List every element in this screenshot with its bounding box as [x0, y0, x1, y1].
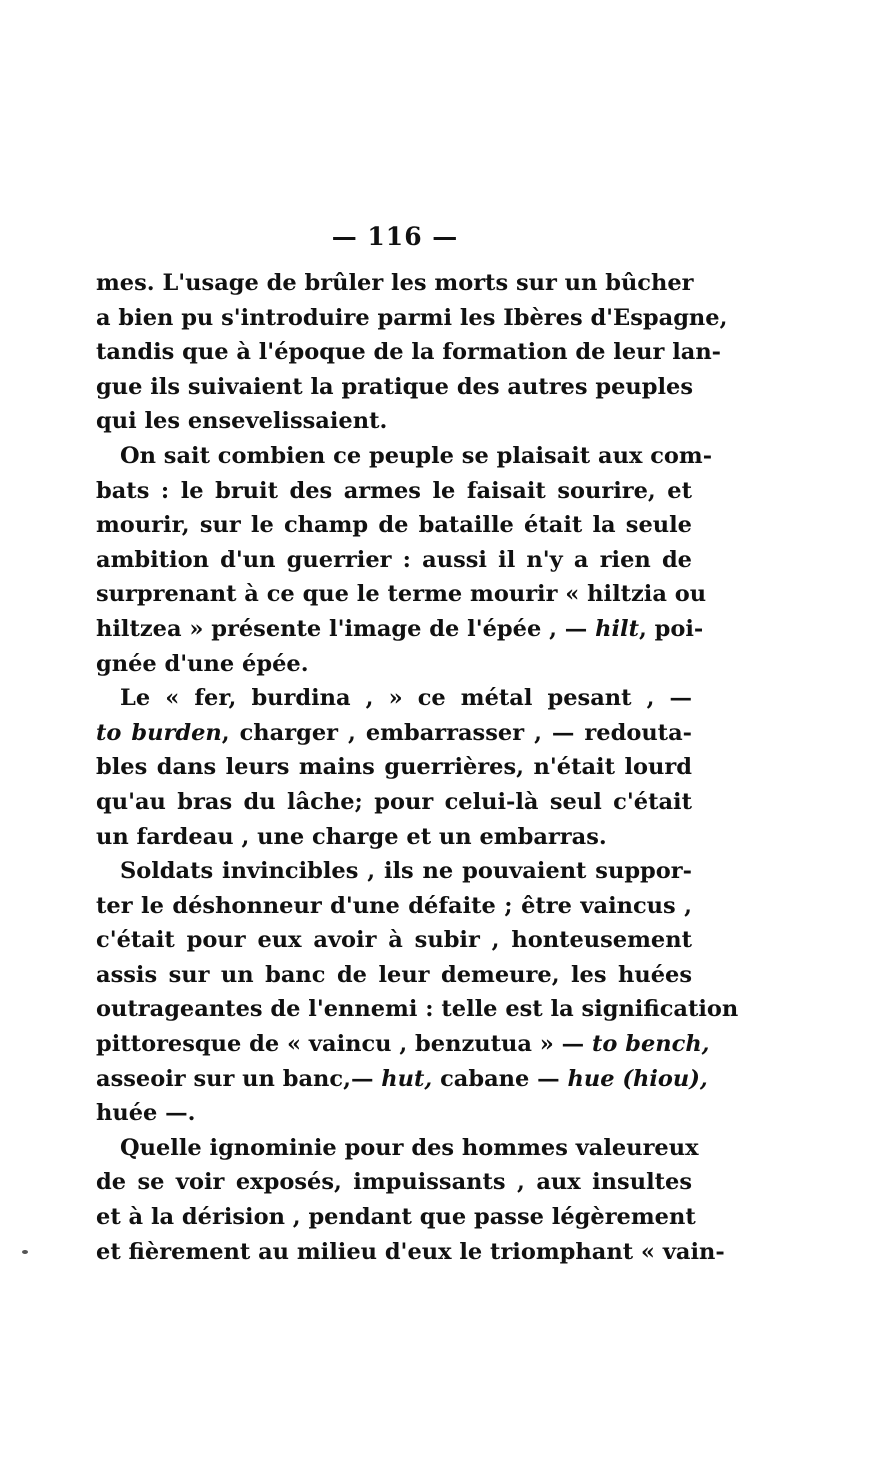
text-line: et à la dérision , pendant que passe légèrement	[96, 1204, 696, 1231]
text-line: qui les ensevelissaient.	[96, 408, 388, 435]
text-segment: pittoresque de « vaincu , benzutua » —	[96, 1031, 592, 1058]
text-line	[96, 1027, 710, 1062]
text-line: ter le déshonneur d'une défaite ; être vaincus ,	[96, 892, 692, 919]
italic-term: hut,	[381, 1065, 433, 1092]
text-line	[96, 716, 692, 751]
italic-term: to bench,	[591, 1031, 710, 1058]
text-line: gue ils suivaient la pratique des autres peuples	[96, 373, 694, 400]
text-line: surprenant à ce que le terme mourir « hiltzia ou	[96, 581, 707, 608]
ink-speck	[22, 1250, 28, 1254]
text-line: gnée d'une épée.	[96, 650, 309, 677]
text-segment: asseoir sur un banc,—	[96, 1065, 382, 1092]
text-line: a bien pu s'introduire parmi les Ibères d'Espagne,	[96, 304, 728, 331]
text-line: Quelle ignominie pour des hommes valeureux	[120, 1134, 699, 1161]
text-line: outrageantes de l'ennemi : telle est la signification	[96, 996, 739, 1023]
text-line	[96, 612, 704, 647]
text-line: c'était pour eux avoir à subir , honteusement	[96, 927, 692, 954]
text-line: assis sur un banc de leur demeure, les huées	[96, 961, 692, 988]
text-line: tandis que à l'époque de la formation de leur lan-	[96, 339, 722, 366]
page-number: — 116 —	[331, 222, 459, 251]
text-segment: , charger , embarrasser , — redouta-	[221, 719, 692, 746]
text-line: de se voir exposés, impuissants , aux insultes	[96, 1169, 692, 1196]
text-line: On sait combien ce peuple se plaisait aux com-	[120, 442, 713, 469]
text-line: Soldats invincibles , ils ne pouvaient suppor-	[120, 858, 692, 885]
text-segment: hiltzea » présente l'image de l'épée , —	[96, 615, 596, 642]
text-line: bats : le bruit des armes le faisait sourire, et	[96, 477, 692, 504]
text-line: ambition d'un guerrier : aussi il n'y a rien de	[96, 546, 692, 573]
body-text	[96, 266, 739, 1269]
text-line: Le « fer, burdina , » ce métal pesant , —	[120, 685, 692, 712]
text-line: mes. L'usage de brûler les morts sur un bûcher	[96, 270, 694, 296]
text-line: un fardeau , une charge et un embarras.	[96, 823, 607, 850]
italic-term: hilt	[595, 615, 639, 642]
text-line	[96, 1062, 708, 1097]
text-line: mourir, sur le champ de bataille était la seule	[96, 512, 692, 539]
italic-term: to burden	[96, 719, 222, 746]
italic-term: hue (hiou),	[567, 1065, 708, 1092]
text-segment: cabane —	[432, 1065, 568, 1092]
text-line: qu'au bras du lâche; pour celui-là seul c'était	[96, 788, 692, 815]
text-line: bles dans leurs mains guerrières, n'était lourd	[96, 754, 692, 781]
text-line: huée —.	[96, 1100, 196, 1127]
text-segment: , poi-	[638, 615, 704, 642]
text-line: et fièrement au milieu d'eux le triomphant « vain-	[96, 1238, 725, 1265]
